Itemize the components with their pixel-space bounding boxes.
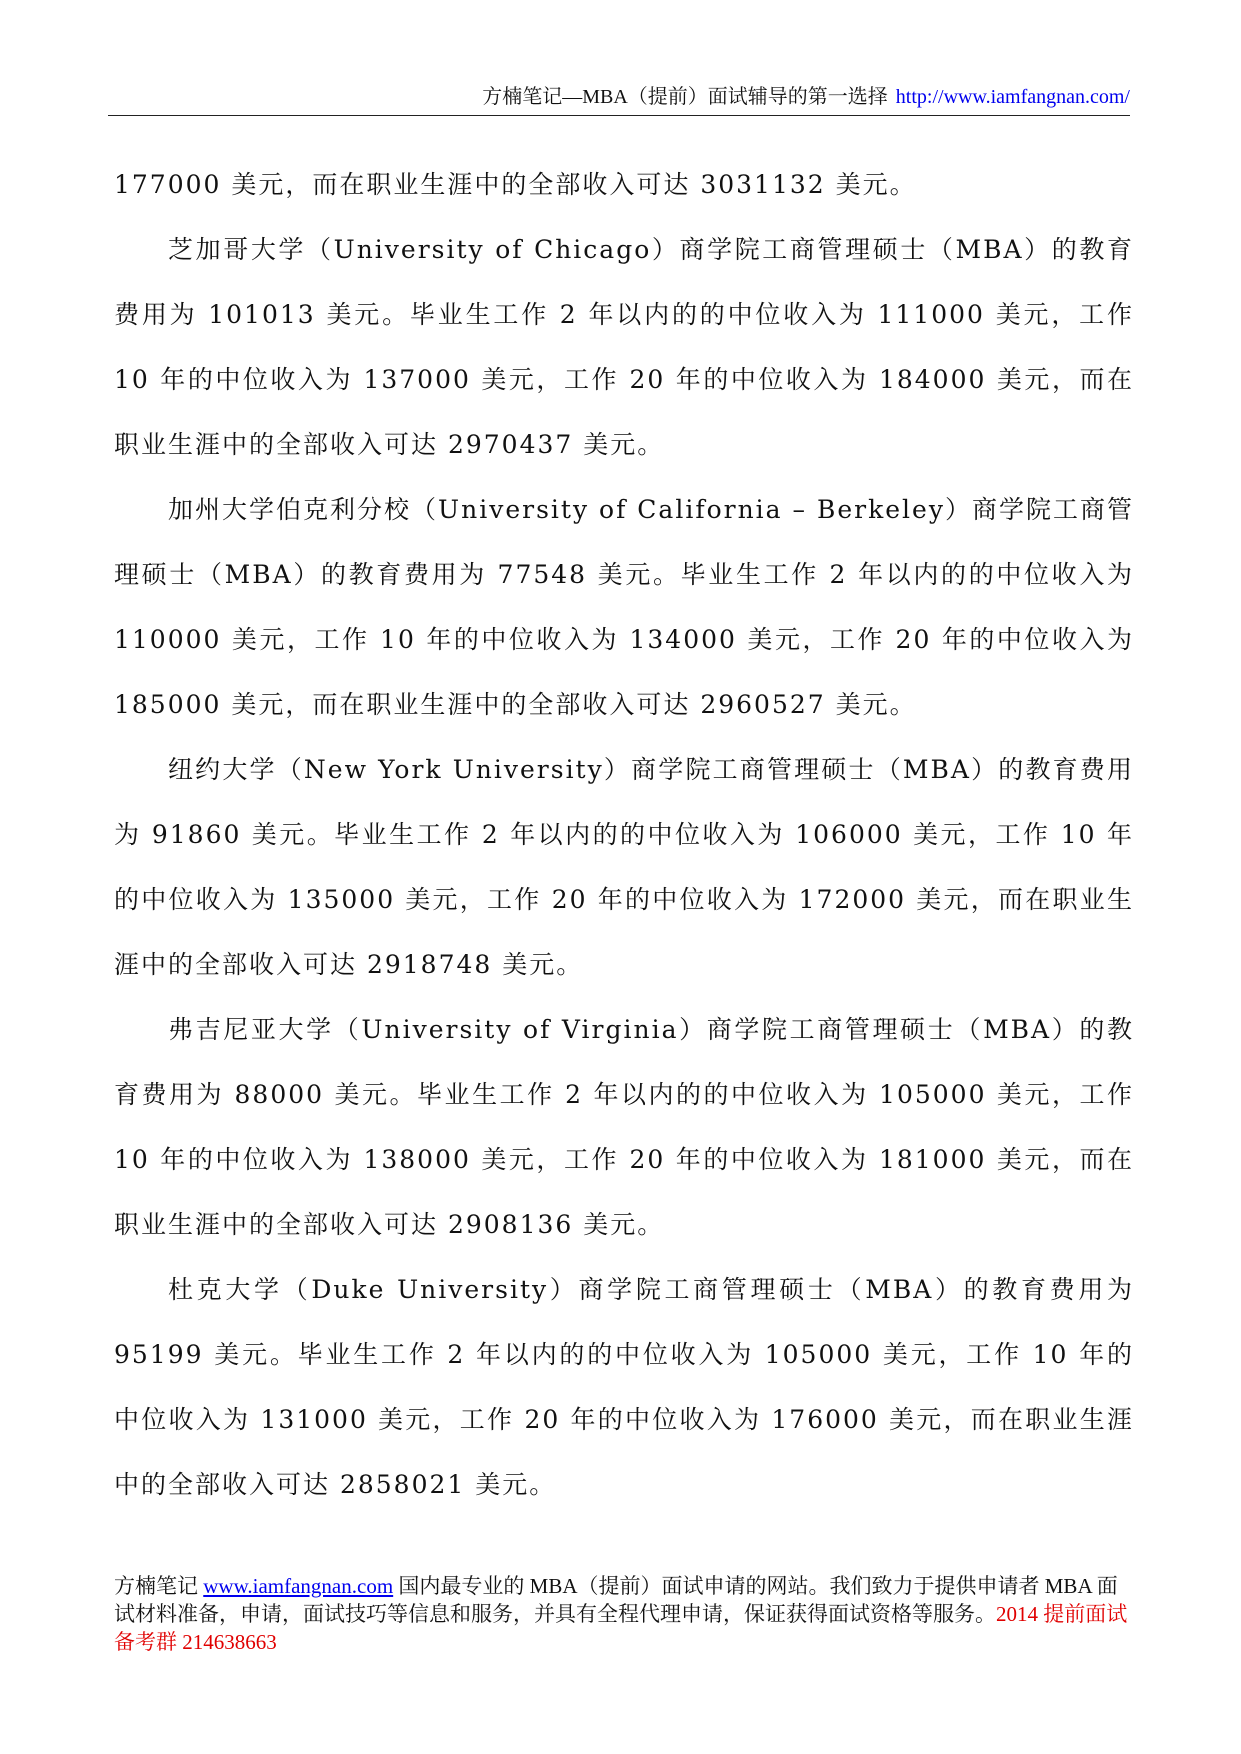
header-divider [108,115,1130,116]
page-footer [114,1572,1130,1656]
paragraph-continuation: 177000 美元，而在职业生涯中的全部收入可达 3031132 美元。 [114,170,917,199]
paragraph-berkeley: 加州大学伯克利分校（University of California – Berkeley）商学院工商管理硕士（MBA）的教育费用为 77548 美元。毕业生工作 2 年以内的的中位收入为 110000 美元，工作 10 年的中位收入为 134000 美元，工作 20 年的中位收入为 185000 美元，而在职业生涯中的全部收入可达 2960527 美元。 [114,495,1134,719]
footer-prefix: 方楠笔记 [114,1574,204,1598]
paragraph-virginia: 弗吉尼亚大学（University of Virginia）商学院工商管理硕士（MBA）的教育费用为 88000 美元。毕业生工作 2 年以内的的中位收入为 105000 美元，工作 10 年的中位收入为 138000 美元，工作 20 年的中位收入为 181000 美元，而在职业生涯中的全部收入可达 2908136 美元。 [114,1015,1134,1239]
header-title: 方楠笔记—MBA（提前）面试辅导的第一选择 [482,86,888,108]
paragraph-duke: 杜克大学（Duke University）商学院工商管理硕士（MBA）的教育费用为 95199 美元。毕业生工作 2 年以内的的中位收入为 105000 美元，工作 10 年的中位收入为 131000 美元，工作 20 年的中位收入为 176000 美元，而在职业生涯中的全部收入可达 2858021 美元。 [114,1275,1134,1499]
page-header [108,84,1130,110]
document-body [114,152,1134,1517]
header-link[interactable]: http://www.iamfangnan.com/ [895,86,1130,108]
paragraph-nyu: 纽约大学（New York University）商学院工商管理硕士（MBA）的教育费用为 91860 美元。毕业生工作 2 年以内的的中位收入为 106000 美元，工作 10 年的中位收入为 135000 美元，工作 20 年的中位收入为 172000 美元，而在职业生涯中的全部收入可达 2918748 美元。 [114,755,1134,979]
footer-text: 国内最专业的 MBA（提前）面试申请的网站。我们致力于提供申请者 MBA 面试材料准备，申请，面试技巧等信息和服务，并具有全程代理申请，保证获得面试资格等服务。 [114,1574,1118,1626]
footer-link[interactable]: www.iamfangnan.com [203,1574,394,1598]
paragraph-chicago: 芝加哥大学（University of Chicago）商学院工商管理硕士（MBA）的教育费用为 101013 美元。毕业生工作 2 年以内的的中位收入为 111000 美元，工作 10 年的中位收入为 137000 美元，工作 20 年的中位收入为 184000 美元，而在职业生涯中的全部收入可达 2970437 美元。 [114,235,1134,459]
footer-highlight: 2014 提前面试备考群 214638663 [114,1602,1128,1654]
